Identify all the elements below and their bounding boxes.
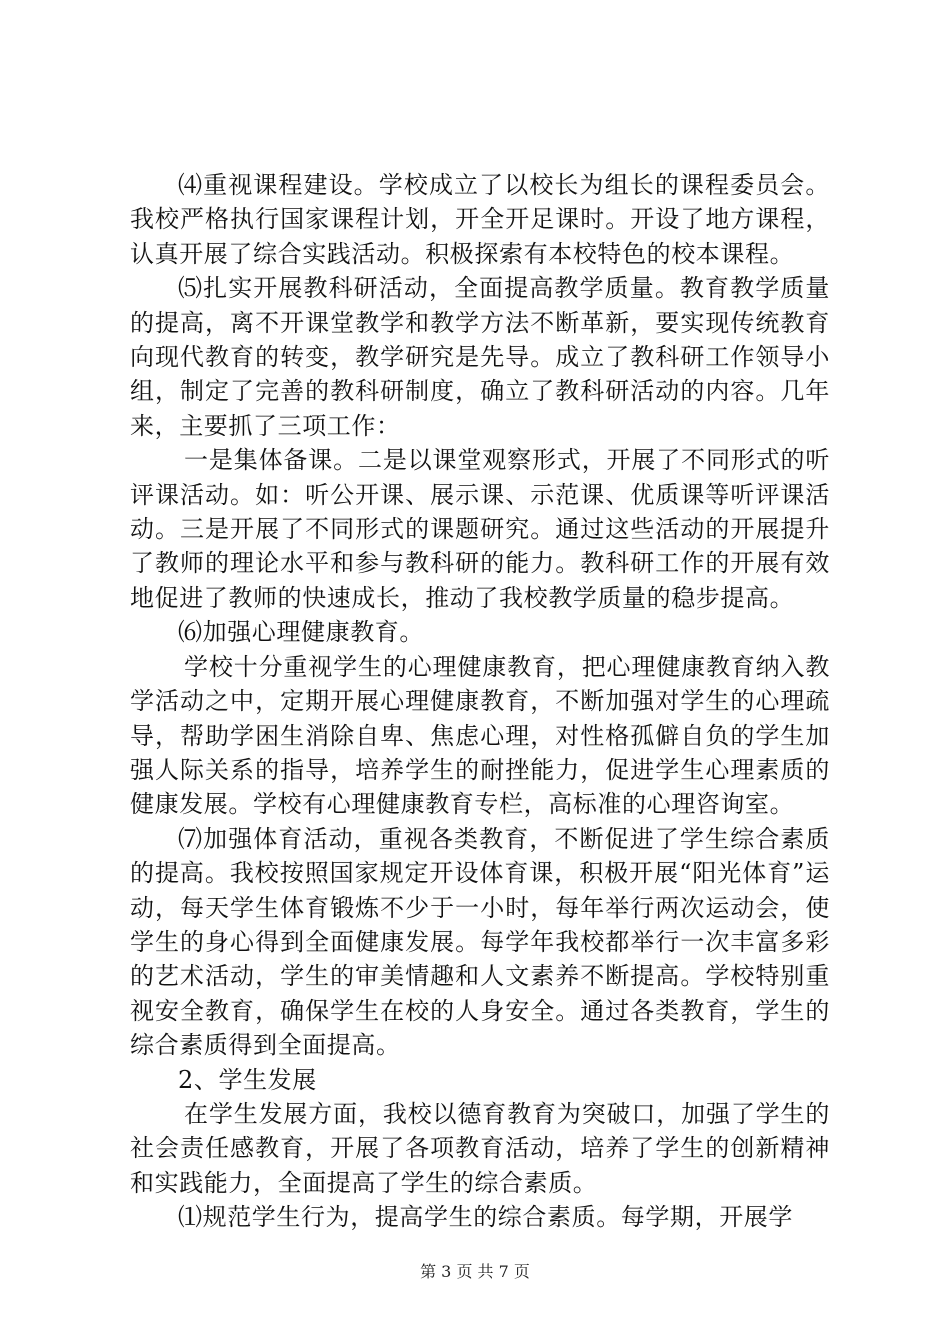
section-heading-student-development: 2、学生发展 [178, 1065, 317, 1094]
page-number-footer: 第 3 页 共 7 页 [420, 1262, 530, 1281]
paragraph-mental-health-heading: ⑹加强心理健康教育。 [178, 618, 424, 647]
document-body [130, 168, 830, 1235]
paragraph-mental-health: 学校十分重视学生的心理健康教育，把心理健康教育纳入教学活动之中，定期开展心理健康教育，不断加强对学生的心理疏导，帮助学困生消除自卑、焦虑心理，对性格孤僻自负的学生加强人际关系的指导，培养学生的耐挫能力，促进学生心理素质的健康发展。学校有心理健康教育专栏，高标准的心理咨询室。 [130, 652, 830, 819]
paragraph-sports: ⑺加强体育活动，重视各类教育，不断促进了学生综合素质的提高。我校按照国家规定开设体育课，积极开展“阳光体育”运动，每天学生体育锻炼不少于一小时，每年举行两次运动会，使学生的身心得到全面健康发展。每学年我校都举行一次丰富多彩的艺术活动，学生的审美情趣和人文素养不断提高。学校特别重视安全教育，确保学生在校的人身安全。通过各类教育，学生的综合素质得到全面提高。 [130, 824, 830, 1060]
paragraph-research-items: 一是集体备课。二是以课堂观察形式，开展了不同形式的听评课活动。如：听公开课、展示课、示范课、优质课等听评课活动。三是开展了不同形式的课题研究。通过这些活动的开展提升了教师的理论水平和参与教科研的能力。教科研工作的开展有效地促进了教师的快速成长，推动了我校教学质量的稳步提高。 [130, 446, 830, 612]
paragraph-student-behavior: ⑴规范学生行为，提高学生的综合素质。每学期，开展学 [178, 1203, 793, 1232]
paragraph-student-development: 在学生发展方面，我校以德育教育为突破口，加强了学生的社会责任感教育，开展了各项教育活动，培养了学生的创新精神和实践能力，全面提高了学生的综合素质。 [130, 1099, 830, 1197]
paragraph-curriculum: ⑷重视课程建设。学校成立了以校长为组长的课程委员会。我校严格执行国家课程计划，开全开足课时。开设了地方课程，认真开展了综合实践活动。积极探索有本校特色的校本课程。 [130, 171, 830, 268]
paragraph-research: ⑸扎实开展教科研活动，全面提高教学质量。教育教学质量的提高，离不开课堂教学和教学方法不断革新，要实现传统教育向现代教育的转变，教学研究是先导。成立了教科研工作领导小组，制定了完善的教科研制度，确立了教科研活动的内容。几年来，主要抓了三项工作： [130, 274, 830, 440]
